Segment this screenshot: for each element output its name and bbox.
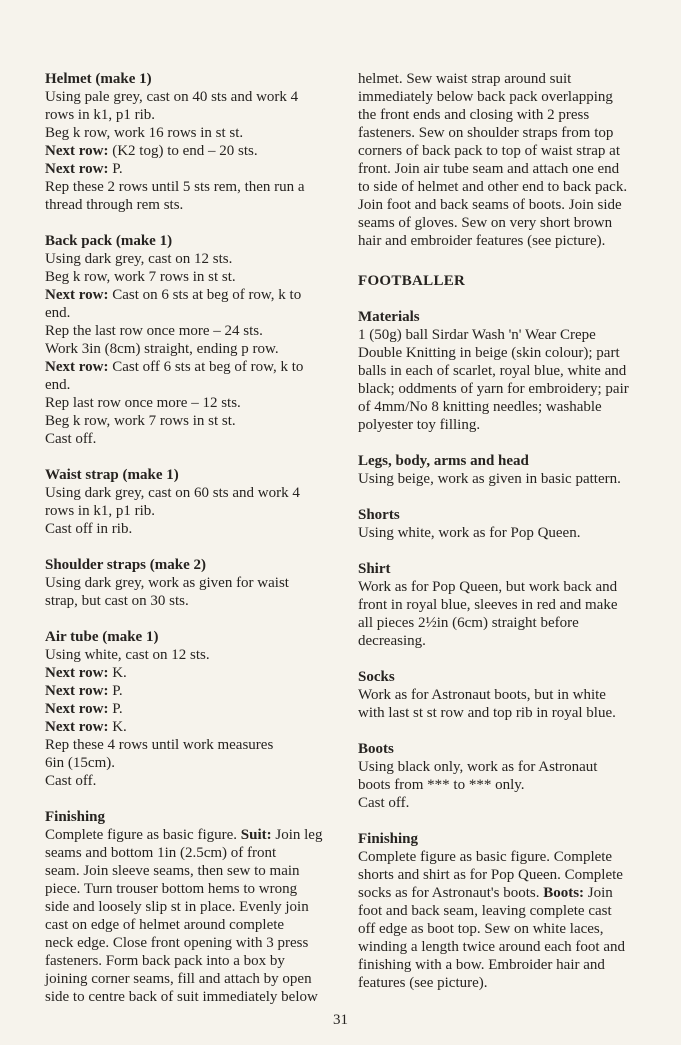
finishing-line: seams and bottom 1in (2.5cm) of front xyxy=(45,845,277,861)
next-row-text: K. xyxy=(108,665,127,681)
air-tube-next-row xyxy=(45,718,345,736)
finishing-text: Complete figure as basic figure. xyxy=(45,827,241,843)
socks-heading: Socks xyxy=(358,669,395,685)
legs-body-line: Using beige, work as given in basic pattern. xyxy=(358,471,621,487)
finishing-line: shorts and shirt as for Pop Queen. Complete xyxy=(358,867,623,883)
materials-line: black; oddments of yarn for embroidery; pair xyxy=(358,381,629,397)
back-pack-line: Beg k row, work 7 rows in st st. xyxy=(45,413,236,429)
footballer-title: FOOTBALLER xyxy=(358,273,466,289)
air-tube-line: Rep these 4 rows until work measures xyxy=(45,737,274,753)
air-tube-heading: Air tube (make 1) xyxy=(45,629,159,645)
legs-body-heading: Legs, body, arms and head xyxy=(358,453,529,469)
back-pack-section xyxy=(45,232,345,448)
next-row-label: Next row: xyxy=(45,161,109,177)
helmet-line: Beg k row, work 16 rows in st st. xyxy=(45,125,244,141)
finishing-line: seam. Join sleeve seams, then sew to main xyxy=(45,863,300,879)
boots-line: Using black only, work as for Astronaut xyxy=(358,759,598,775)
materials-line: polyester toy filling. xyxy=(358,417,481,433)
continuation-line: fasteners. Sew on shoulder straps from top xyxy=(358,125,614,141)
continuation-line: seams of gloves. Sew on very short brown xyxy=(358,215,613,231)
socks-section xyxy=(358,668,654,722)
right-column xyxy=(358,70,654,1010)
back-pack-heading: Back pack (make 1) xyxy=(45,233,173,249)
finishing-line: Complete figure as basic figure. Complete xyxy=(358,849,613,865)
shoulder-straps-line: strap, but cast on 30 sts. xyxy=(45,593,189,609)
finishing-line: neck edge. Close front opening with 3 press xyxy=(45,935,309,951)
air-tube-next-row xyxy=(45,682,345,700)
helmet-line: thread through rem sts. xyxy=(45,197,184,213)
helmet-next-row xyxy=(45,142,345,160)
next-row-label: Next row: xyxy=(45,719,109,735)
shirt-section xyxy=(358,560,654,650)
back-pack-line: Rep last row once more – 12 sts. xyxy=(45,395,241,411)
finishing-text: socks as for Astronaut's boots. xyxy=(358,885,544,901)
shirt-line: front in royal blue, sleeves in red and make xyxy=(358,597,618,613)
waist-strap-heading: Waist strap (make 1) xyxy=(45,467,179,483)
socks-line: with last st st row and top rib in royal blue. xyxy=(358,705,616,721)
waist-strap-line: Cast off in rib. xyxy=(45,521,133,537)
helmet-line: Rep these 2 rows until 5 sts rem, then run a xyxy=(45,179,305,195)
finishing-heading: Finishing xyxy=(45,809,106,825)
waist-strap-line: rows in k1, p1 rib. xyxy=(45,503,155,519)
air-tube-section xyxy=(45,628,345,790)
back-pack-line: Cast off. xyxy=(45,431,97,447)
continuation-line: to side of helmet and other end to back pack. xyxy=(358,179,628,195)
next-row-text: P. xyxy=(108,683,123,699)
footballer-finishing-section xyxy=(358,830,654,992)
shoulder-straps-line: Using dark grey, work as given for waist xyxy=(45,575,289,591)
boots-line: Cast off. xyxy=(358,795,410,811)
finishing-line: finishing with a bow. Embroider hair and xyxy=(358,957,605,973)
suit-label: Suit: xyxy=(240,827,272,843)
next-row-text: P. xyxy=(108,701,123,717)
helmet-heading: Helmet (make 1) xyxy=(45,71,152,87)
shirt-line: Work as for Pop Queen, but work back and xyxy=(358,579,618,595)
helmet-section xyxy=(45,70,345,214)
finishing-line: side and loosely slip st in place. Evenly join xyxy=(45,899,309,915)
waist-strap-line: Using dark grey, cast on 60 sts and work 4 xyxy=(45,485,300,501)
page-number: 31 xyxy=(333,1012,348,1028)
next-row-label: Next row: xyxy=(45,287,109,303)
next-row-text: K. xyxy=(108,719,127,735)
next-row-label: Next row: xyxy=(45,701,109,717)
next-row-label: Next row: xyxy=(45,683,109,699)
left-column xyxy=(45,70,345,1024)
back-pack-line: Using dark grey, cast on 12 sts. xyxy=(45,251,233,267)
back-pack-line: end. xyxy=(45,305,71,321)
finishing-line: foot and back seam, leaving complete cast xyxy=(358,903,612,919)
next-row-text: Cast off 6 sts at beg of row, k to xyxy=(108,359,304,375)
back-pack-line: Work 3in (8cm) straight, ending p row. xyxy=(45,341,279,357)
materials-line: of 4mm/No 8 knitting needles; washable xyxy=(358,399,602,415)
air-tube-next-row xyxy=(45,700,345,718)
next-row-label: Next row: xyxy=(45,143,109,159)
finishing-line xyxy=(358,884,654,902)
finishing-text: Join xyxy=(584,885,613,901)
shirt-line: all pieces 2½in (6cm) straight before xyxy=(358,615,579,631)
helmet-line: rows in k1, p1 rib. xyxy=(45,107,155,123)
finishing-continuation xyxy=(358,70,654,250)
finishing-line: features (see picture). xyxy=(358,975,488,991)
continuation-line: corners of back pack to top of waist strap at xyxy=(358,143,620,159)
continuation-line: immediately below back pack overlapping xyxy=(358,89,613,105)
shorts-section xyxy=(358,506,654,542)
air-tube-line: Using white, cast on 12 sts. xyxy=(45,647,210,663)
back-pack-line: Rep the last row once more – 24 sts. xyxy=(45,323,263,339)
air-tube-line: 6in (15cm). xyxy=(45,755,115,771)
continuation-line: hair and embroider features (see picture). xyxy=(358,233,606,249)
shirt-line: decreasing. xyxy=(358,633,426,649)
next-row-text: Cast on 6 sts at beg of row, k to xyxy=(108,287,302,303)
finishing-line: side to centre back of suit immediately below xyxy=(45,989,318,1005)
materials-line: 1 (50g) ball Sirdar Wash 'n' Wear Crepe xyxy=(358,327,596,343)
legs-body-section xyxy=(358,452,654,488)
shoulder-straps-section xyxy=(45,556,345,610)
materials-section xyxy=(358,308,654,434)
materials-line: balls in each of scarlet, royal blue, white and xyxy=(358,363,627,379)
continuation-line: Join foot and back seams of boots. Join side xyxy=(358,197,622,213)
waist-strap-section xyxy=(45,466,345,538)
boots-label: Boots: xyxy=(543,885,585,901)
shorts-line: Using white, work as for Pop Queen. xyxy=(358,525,581,541)
finishing-heading: Finishing xyxy=(358,831,419,847)
helmet-next-row xyxy=(45,160,345,178)
finishing-line: joining corner seams, fill and attach by open xyxy=(45,971,312,987)
air-tube-line: Cast off. xyxy=(45,773,97,789)
helmet-line: Using pale grey, cast on 40 sts and work 4 xyxy=(45,89,299,105)
finishing-line xyxy=(45,826,345,844)
socks-line: Work as for Astronaut boots, but in white xyxy=(358,687,606,703)
finishing-text: Join leg xyxy=(271,827,323,843)
finishing-line: cast on edge of helmet around complete xyxy=(45,917,285,933)
back-pack-next-row xyxy=(45,358,345,376)
astronaut-finishing-section xyxy=(45,808,345,1006)
next-row-label: Next row: xyxy=(45,359,109,375)
continuation-line: the front ends and closing with 2 press xyxy=(358,107,590,123)
shoulder-straps-heading: Shoulder straps (make 2) xyxy=(45,557,206,573)
air-tube-next-row xyxy=(45,664,345,682)
finishing-line: off edge as boot top. Sew on white laces, xyxy=(358,921,604,937)
next-row-label: Next row: xyxy=(45,665,109,681)
boots-heading: Boots xyxy=(358,741,394,757)
shorts-heading: Shorts xyxy=(358,507,400,523)
next-row-text: P. xyxy=(108,161,123,177)
next-row-text: (K2 tog) to end – 20 sts. xyxy=(108,143,258,159)
boots-section xyxy=(358,740,654,812)
back-pack-line: Beg k row, work 7 rows in st st. xyxy=(45,269,236,285)
boots-line: boots from *** to *** only. xyxy=(358,777,525,793)
finishing-line: fasteners. Form back pack into a box by xyxy=(45,953,285,969)
finishing-line: winding a length twice around each foot and xyxy=(358,939,625,955)
finishing-line: piece. Turn trouser bottom hems to wrong xyxy=(45,881,298,897)
materials-heading: Materials xyxy=(358,309,420,325)
continuation-line: helmet. Sew waist strap around suit xyxy=(358,71,572,87)
shirt-heading: Shirt xyxy=(358,561,391,577)
materials-line: Double Knitting in beige (skin colour); part xyxy=(358,345,620,361)
back-pack-next-row xyxy=(45,286,345,304)
continuation-line: front. Join air tube seam and attach one end xyxy=(358,161,620,177)
back-pack-line: end. xyxy=(45,377,71,393)
